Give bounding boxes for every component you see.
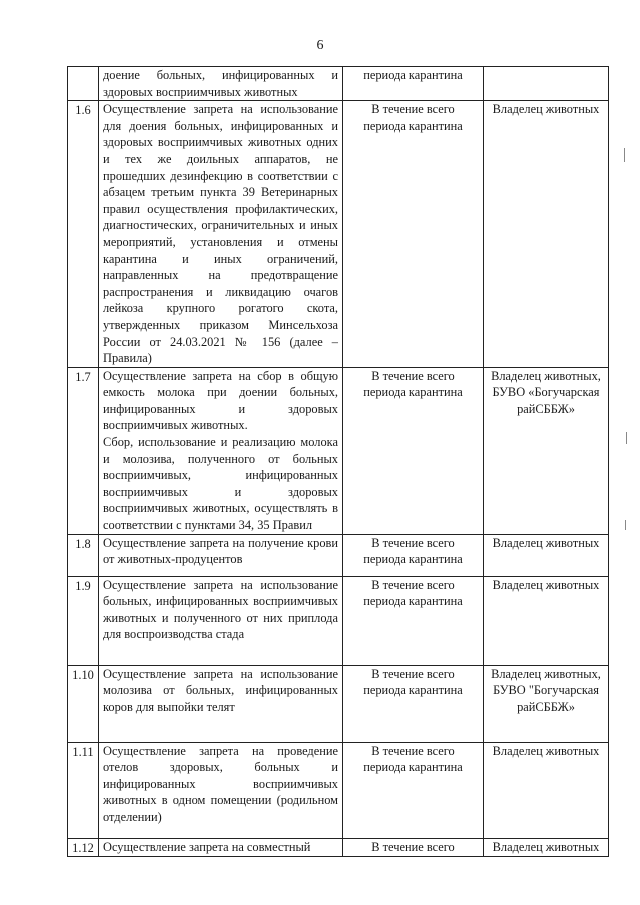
- table-row: [68, 67, 609, 101]
- measure-text: Осуществление запрета на использование больных, инфицированных восприимчивых животных и полученного от них приплода для воспроизводства стада: [99, 576, 343, 665]
- row-number: 1.11: [68, 742, 99, 838]
- measure-text: Осуществление запрета на использование молозива от больных, инфицированных коров для выпойки телят: [99, 665, 343, 742]
- table-row: [68, 742, 609, 838]
- responsible-text: Владелец животных, БУВО «Богучарская райСББЖ»: [484, 367, 609, 534]
- row-number: 1.10: [68, 665, 99, 742]
- row-number: 1.8: [68, 534, 99, 576]
- term-text: В течение всего: [343, 838, 484, 857]
- responsible-text: Владелец животных: [484, 101, 609, 368]
- term-text: В течение всего периода карантина: [343, 742, 484, 838]
- row-number: 1.9: [68, 576, 99, 665]
- responsible-text: Владелец животных: [484, 838, 609, 857]
- term-text: В течение всего периода карантина: [343, 576, 484, 665]
- measure-text: Осуществление запрета на проведение отелов здоровых, больных и инфицированных восприимчивых животных в одном помещении (родильном отделении): [99, 742, 343, 838]
- row-number: 1.7: [68, 367, 99, 534]
- term-text: В течение всего периода карантина: [343, 101, 484, 368]
- term-text: периода карантина: [343, 67, 484, 101]
- term-text: В течение всего периода карантина: [343, 534, 484, 576]
- table-row: [68, 665, 609, 742]
- measure-text: Осуществление запрета на совместный: [99, 838, 343, 857]
- quarantine-measures-table: [67, 66, 609, 857]
- table-row: [68, 534, 609, 576]
- term-text: В течение всего периода карантина: [343, 665, 484, 742]
- page-number: 6: [316, 38, 324, 53]
- measure-text: Осуществление запрета на сбор в общую емкость молока при доении больных, инфицированных и здоровых восприимчивых животных. Сбор, использование и реализацию молока и молозива, полученного от больных восприимчивых, инфицированных восприимчивых и здоровых восприимчивых животных, осуществлять в соответствии с пунктами 34, 35 Правил: [99, 367, 343, 534]
- scan-edge-mark: [624, 148, 625, 162]
- table-row: [68, 838, 609, 857]
- table-row: [68, 101, 609, 368]
- term-text: В течение всего периода карантина: [343, 367, 484, 534]
- row-number: 1.12: [68, 838, 99, 857]
- responsible-text: Владелец животных, БУВО "Богучарская райСББЖ»: [484, 665, 609, 742]
- row-number: 1.6: [68, 101, 99, 368]
- responsible-text: [484, 67, 609, 101]
- row-number: [68, 67, 99, 101]
- measure-text: доение больных, инфицированных и здоровых восприимчивых животных: [99, 67, 343, 101]
- scan-edge-mark: [625, 520, 626, 530]
- table-row: [68, 576, 609, 665]
- responsible-text: Владелец животных: [484, 576, 609, 665]
- responsible-text: Владелец животных: [484, 534, 609, 576]
- responsible-text: Владелец животных: [484, 742, 609, 838]
- table-row: [68, 367, 609, 534]
- measure-text: Осуществление запрета на использование для доения больных, инфицированных и здоровых восприимчивых животных одних и тех же доильных аппаратов, не прошедших дезинфекцию в соответствии с абзацем третьим пункта 39 Ветеринарных правил осуществления профилактических, диагностических, ограничительных и иных мероприятий, установления и отмены карантина и иных ограничений, направленных на предотвращение распространения и ликвидацию очагов лейкоза крупного рогатого скота, утвержденных приказом Минсельхоза России от 24.03.2021 № 156 (далее – Правила): [99, 101, 343, 368]
- measure-text: Осуществление запрета на получение крови от животных-продуцентов: [99, 534, 343, 576]
- scan-edge-mark: [626, 432, 627, 444]
